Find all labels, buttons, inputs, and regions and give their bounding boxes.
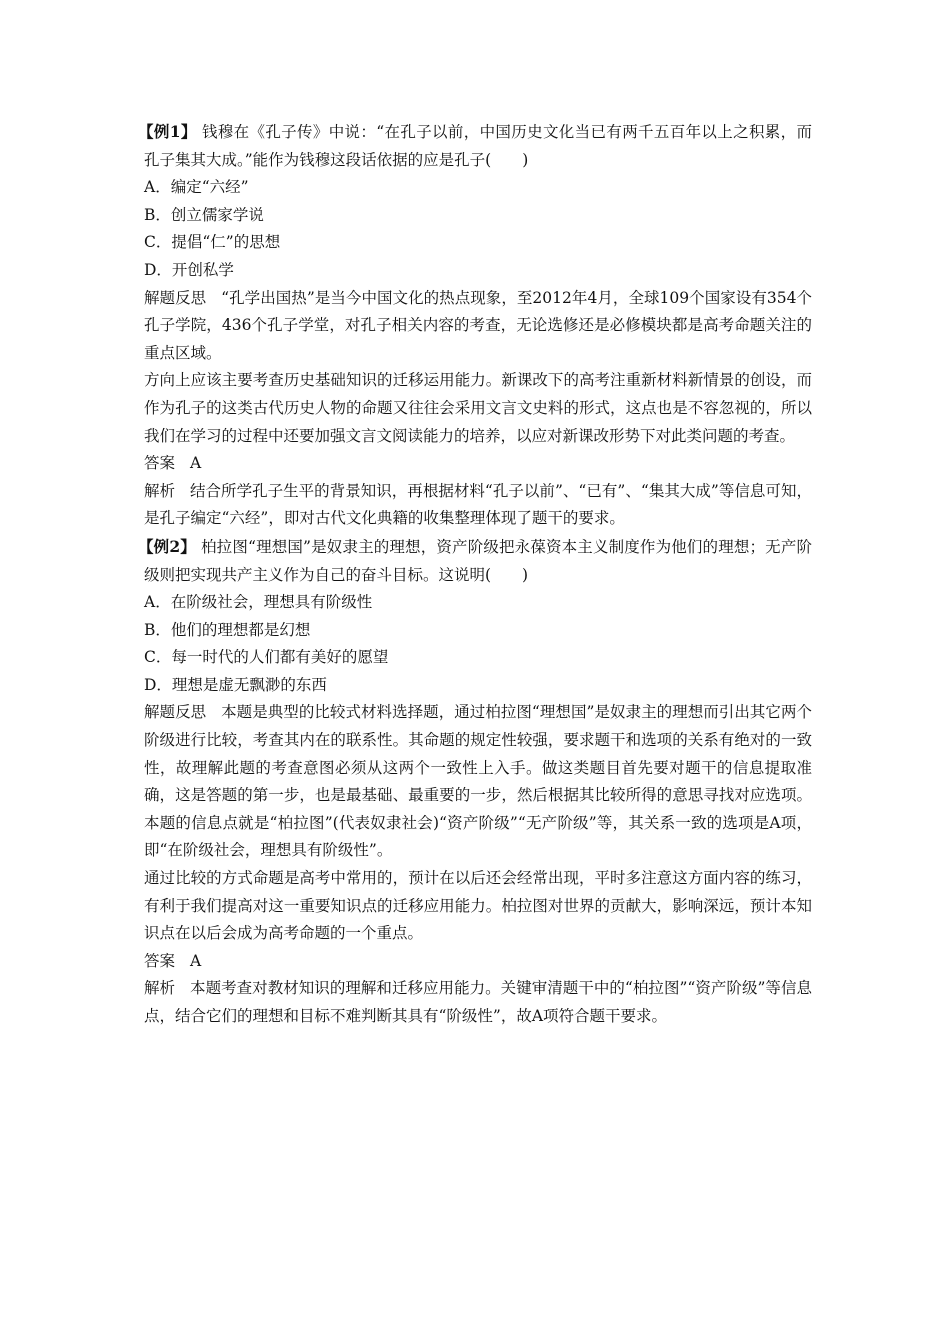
- example1-option-d: D．开创私学: [144, 260, 234, 279]
- reflection-label: 解题反思: [144, 703, 207, 722]
- example1-reflection-continued: 方向上应该主要考查历史基础知识的迁移运用能力。新课改下的高考注重新材料新情景的创设，而作为孔子的这类古代历史人物的命题又往往会采用文言文史料的形式，这点也是不容忽视的，所以我们在学习的过程中还要加强文言文阅读能力的培养，以应对新课改形势下对此类问题的考查。: [144, 371, 812, 445]
- analysis-label: 解析: [144, 979, 176, 998]
- example2-option-b: B．他们的理想都是幻想: [144, 620, 311, 639]
- example2-reflection-continued: 通过比较的方式命题是高考中常用的，预计在以后还会经常出现，平时多注意这方面内容的练习，有利于我们提高对这一重要知识点的迁移应用能力。柏拉图对世界的贡献大，影响深远，预计本知识点在以后会成为高考命题的一个重点。: [144, 869, 812, 943]
- example1-answer: 答案 A: [144, 454, 202, 473]
- example1-option-a: A．编定“六经”: [144, 178, 249, 197]
- example2-answer: 答案 A: [144, 951, 202, 970]
- example2-option-c: C．每一时代的人们都有美好的愿望: [144, 648, 389, 667]
- analysis-label: 解析: [144, 481, 176, 500]
- answer-label: 答案: [144, 454, 176, 473]
- example1-question: 【例1】 钱穆在《孔子传》中说：“在孔子以前，中国历史文化当已有两千五百年以上之积累，而孔子集其大成。”能作为钱穆这段话依据的应是孔子( ): [138, 122, 812, 169]
- example2-analysis: 解析 本题考查对教材知识的理解和迁移应用能力。关键审清题干中的“柏拉图”“资产阶级”等信息点，结合它们的理想和目标不难判断其具有“阶级性”，故A项符合题干要求。: [144, 979, 812, 1025]
- document-page: [138, 118, 813, 1031]
- example2-reflection: 解题反思 本题是典型的比较式材料选择题，通过柏拉图“理想国”是奴隶主的理想而引出其它两个阶级进行比较，考查其内在的联系性。其命题的规定性较强，要求题干和选项的关系有绝对的一致性，故理解此题的考查意图必须从这两个一致性上入手。做这类题目首先要对题干的信息提取准确，这是答题的第一步，也是最基础、最重要的一步，然后根据其比较所得的意思寻找对应选项。本题的信息点就是“柏拉图”(代表奴隶社会)“资产阶级”“无产阶级”等，其关系一致的选项是A项，即“在阶级社会，理想具有阶级性”。: [144, 703, 812, 860]
- example1-option-b: B．创立儒家学说: [144, 205, 264, 224]
- example2-question: 【例2】 柏拉图“理想国”是奴隶主的理想，资产阶级把永葆资本主义制度作为他们的理想；无产阶级则把实现共产主义作为自己的奋斗目标。这说明( ): [138, 536, 812, 584]
- answer-label: 答案: [144, 951, 176, 970]
- example1-analysis: 解析 结合所学孔子生平的背景知识，再根据材料“孔子以前”、“已有”、“集其大成”等信息可知，是孔子编定“六经”，即对古代文化典籍的收集整理体现了题干的要求。: [144, 481, 812, 528]
- example1-tag: 【例1】: [138, 122, 197, 141]
- example1-option-c: C．提倡“仁”的思想: [144, 233, 281, 252]
- example2-tag: 【例2】: [138, 536, 196, 556]
- example1-reflection: 解题反思 “孔学出国热”是当今中国文化的热点现象，至2012年4月，全球109个国家设有354个孔子学院，436个孔子学堂，对孔子相关内容的考查，无论选修还是必修模块都是高考命题关注的重点区域。: [144, 288, 813, 362]
- example2-option-d: D．理想是虚无飘渺的东西: [144, 675, 327, 694]
- reflection-label: 解题反思: [144, 288, 207, 307]
- example2-option-a: A．在阶级社会，理想具有阶级性: [144, 593, 373, 612]
